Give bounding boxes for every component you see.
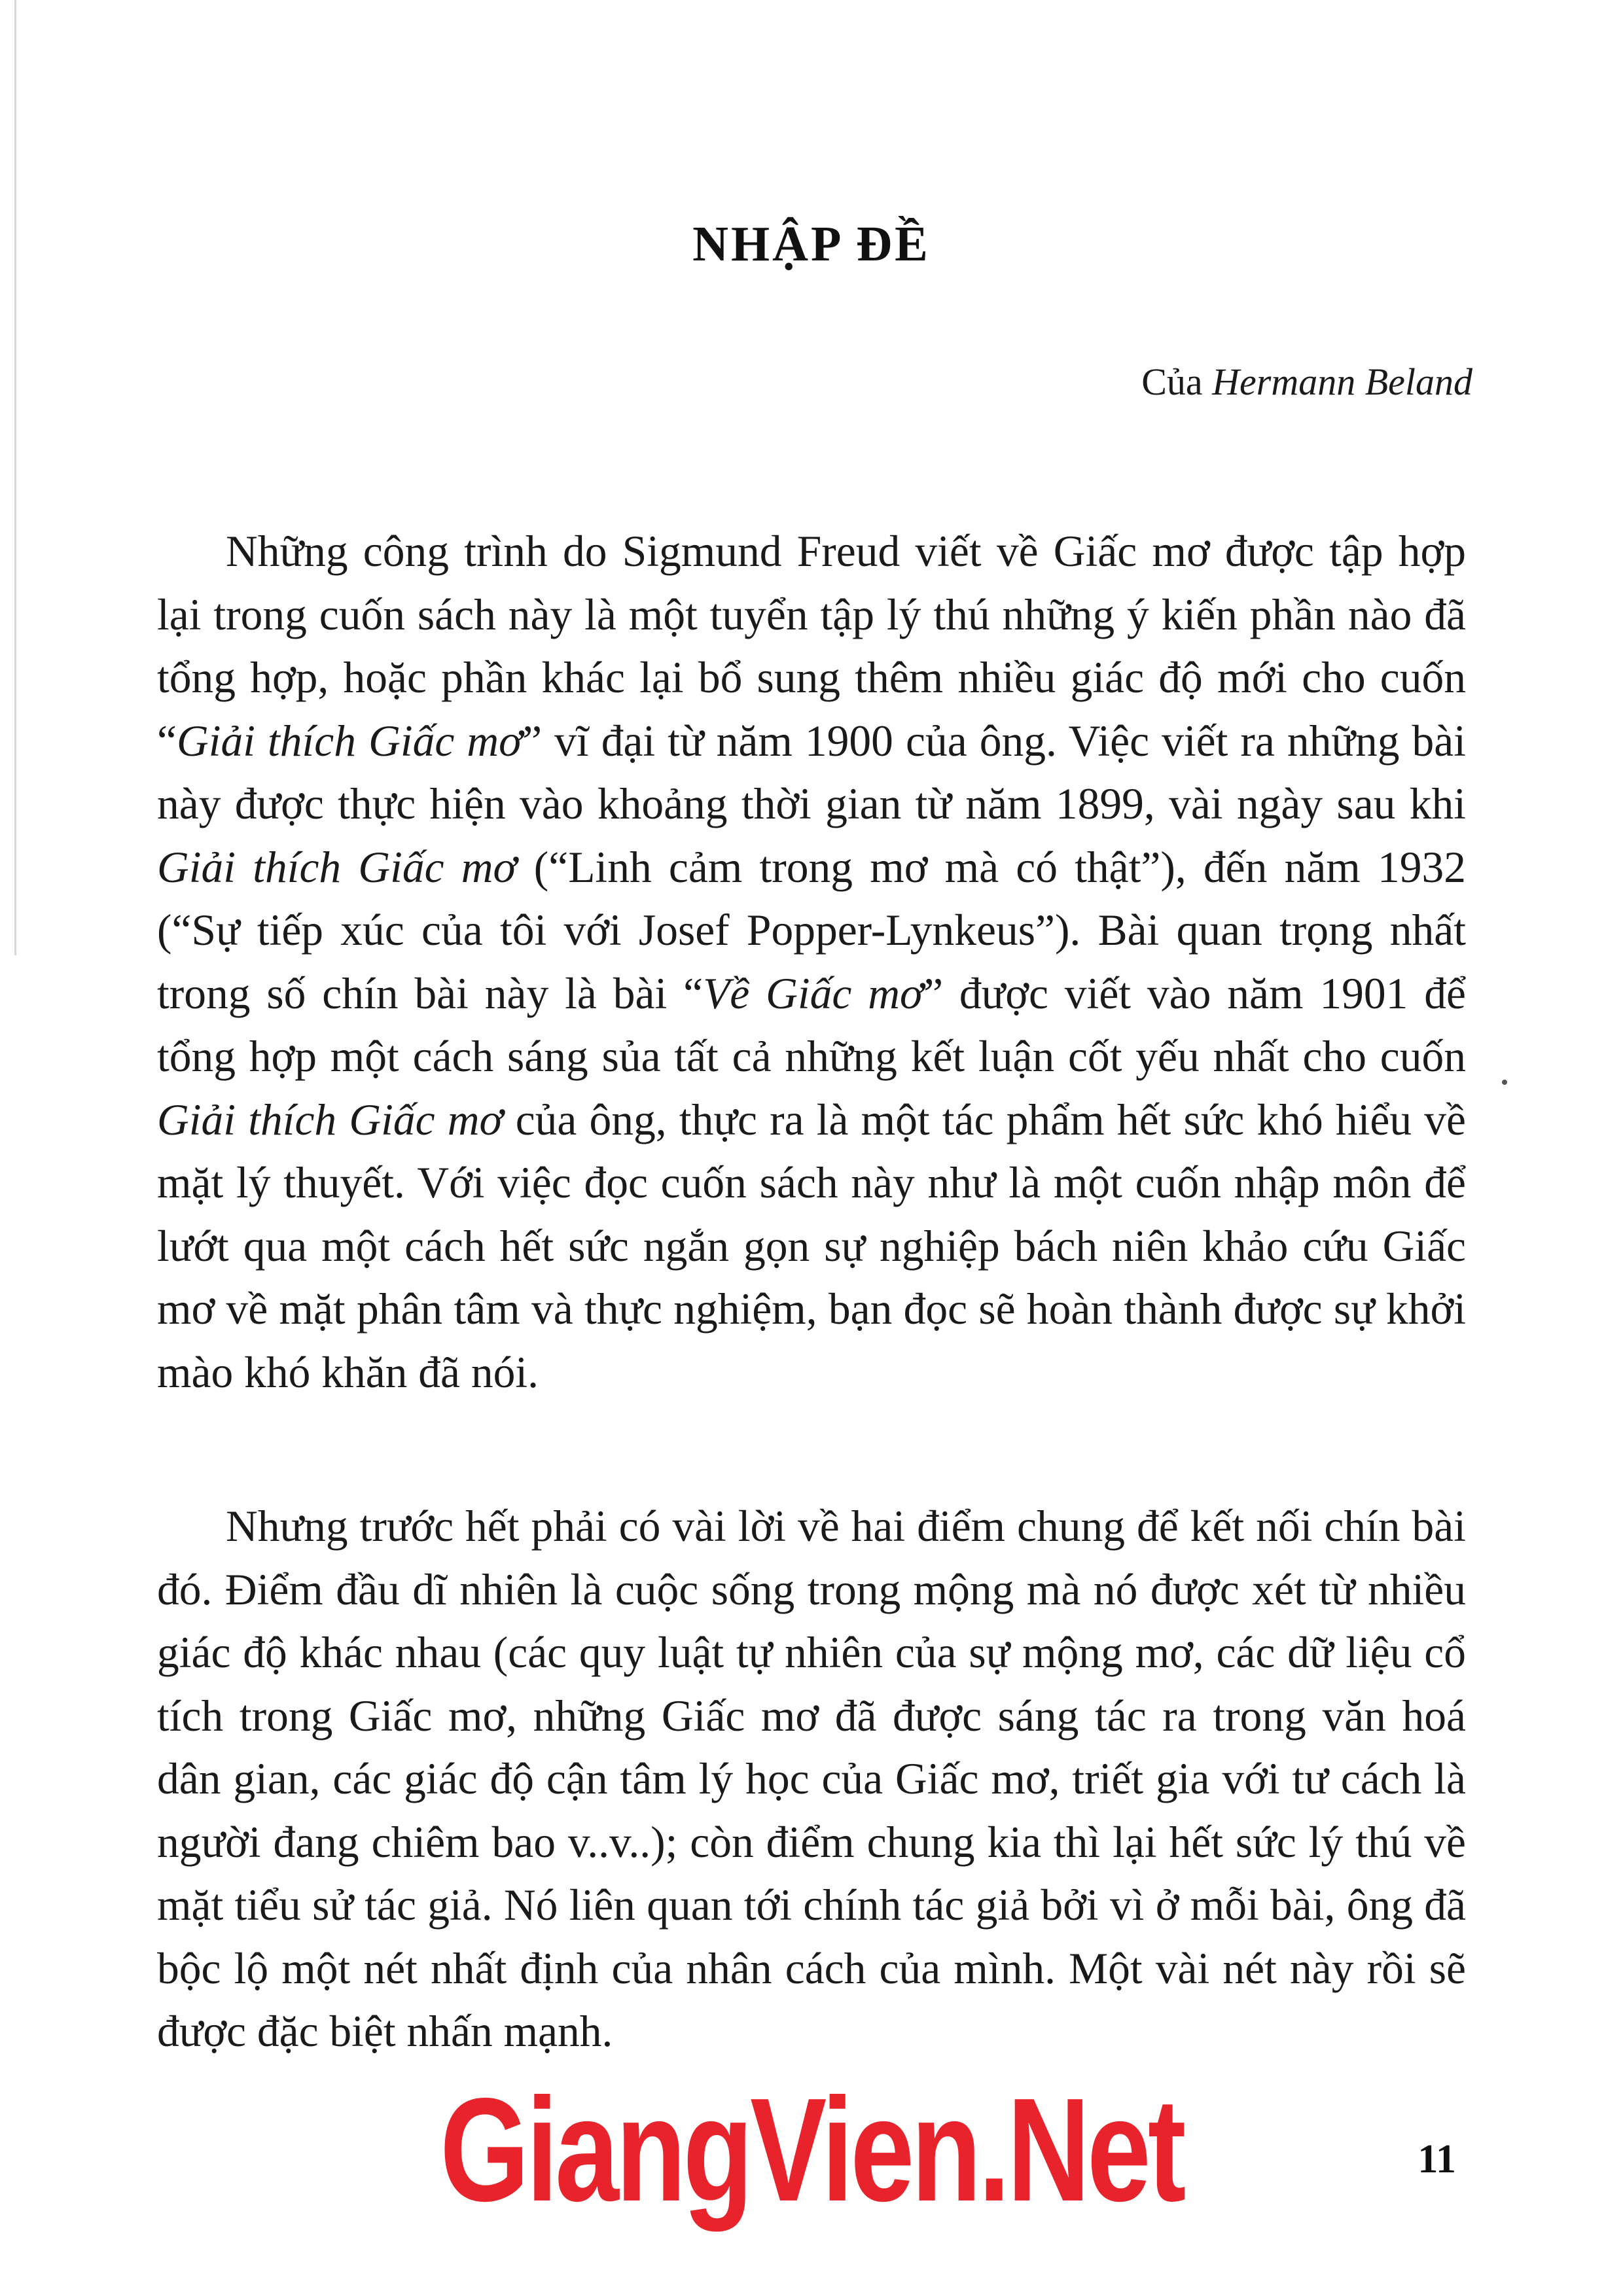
scan-edge-line	[14, 0, 16, 955]
essay-title-italic: Về Giấc mơ	[703, 968, 924, 1018]
byline-prefix: Của	[1141, 361, 1203, 403]
paragraph-1-segment: ” vĩ đại từ năm 1900 của ông. Việc viết ra những bài này được thực hiện vào khoảng thời gian từ năm 1899, vài ngày sau khi	[157, 716, 1467, 828]
book-title-italic: Giải thích Giấc mơ	[157, 1095, 503, 1144]
book-title-italic: Giải thích Giấc mơ	[176, 716, 523, 766]
chapter-title: NHẬP ĐỀ	[692, 217, 931, 272]
book-title-italic: Giải thích Giấc mơ	[157, 842, 517, 892]
paragraph-1-segment: ” được viết vào năm 1901 để tổng hợp một cách sáng sủa tất cả những kết luận cốt yếu nhất cho cuốn	[157, 968, 1467, 1081]
page-number: 11	[1418, 2137, 1456, 2181]
paragraph-1-segment: (“Linh cảm trong mơ mà có thật”), đến năm 1932 (“Sự tiếp xúc của tôi với Josef Popper-Lynkeus”). Bài quan trọng nhất trong số chín bài này là bài “	[157, 842, 1466, 1018]
margin-speck	[1502, 1080, 1507, 1085]
paragraph-2	[157, 1495, 1466, 2064]
paragraph-1-segment: của ông, thực ra là một tác phẩm hết sức khó hiểu về mặt lý thuyết. Với việc đọc cuốn sách này như là một cuốn nhập môn để lướt qua một cách hết sức ngắn gọn sự nghiệp bách niên khảo cứu Giấc mơ về mặt phân tâm và thực nghiệm, bạn đọc sẽ hoàn thành được sự khởi mào khó khăn đã nói.	[157, 1095, 1467, 1397]
paragraph-2-text: Nhưng trước hết phải có vài lời về hai điểm chung để kết nối chín bài đó. Điểm đầu dĩ nhiên là cuộc sống trong mộng mà nó được xét từ nhiều giác độ khác nhau (các quy luật tự nhiên của sự mộng mơ, các dữ liệu cổ tích trong Giấc mơ, những Giấc mơ đã được sáng tác ra trong văn hoá dân gian, các giác độ cận tâm lý học của Giấc mơ, triết gia với tư cách là người đang chiêm bao v..v..); còn điểm chung kia thì lại hết sức lý thú về mặt tiểu sử tác giả. Nó liên quan tới chính tác giả bởi vì ở mỗi bài, ông đã bộc lộ một nét nhất định của nhân cách của mình. Một vài nét này rồi sẽ được đặc biệt nhấn mạnh.	[157, 1502, 1466, 2056]
byline	[1141, 360, 1472, 404]
paragraph-1-segment: Những công trình do Sigmund Freud viết về Giấc mơ được tập hợp lại trong cuốn sách này là một tuyển tập lý thú những ý kiến phần nào đã tổng hợp, hoặc phần khác lại bổ sung thêm nhiều giác độ mới cho cuốn “	[157, 527, 1466, 766]
paragraph-1	[157, 520, 1466, 1404]
watermark-logo: GiangVien.Net	[440, 2067, 1183, 2232]
byline-author: Hermann Beland	[1212, 361, 1472, 403]
